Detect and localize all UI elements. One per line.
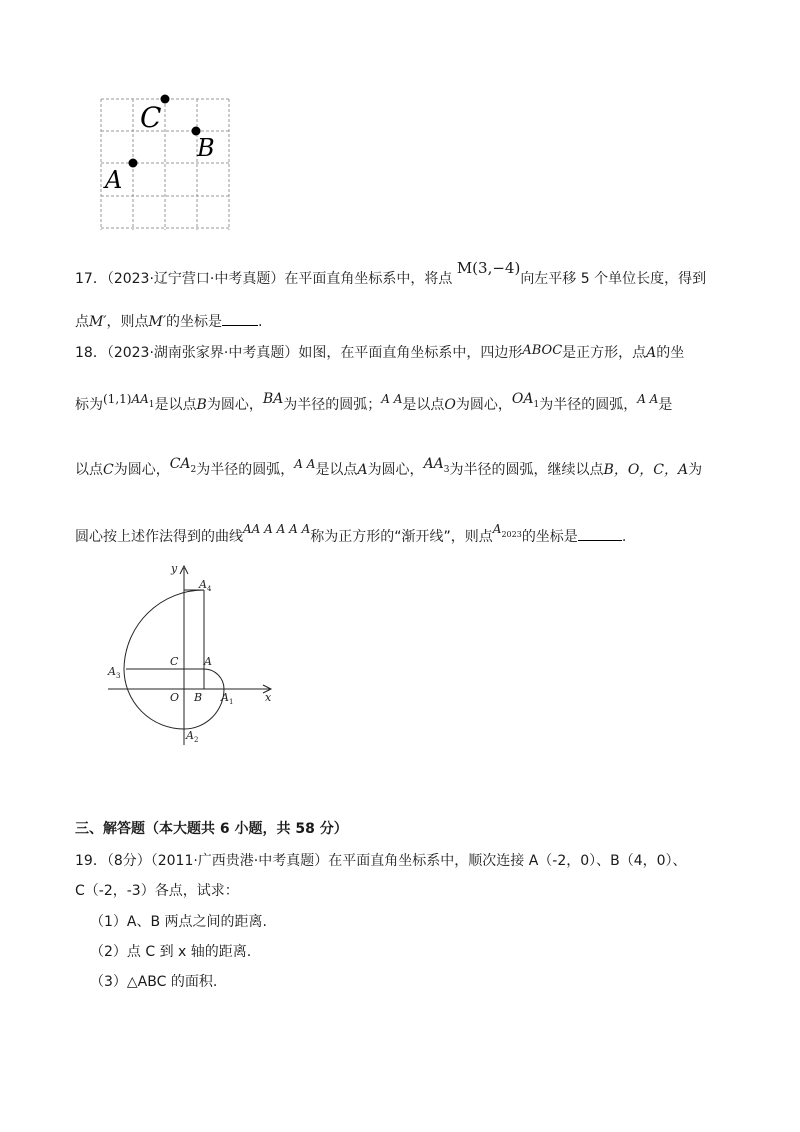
q18-source: （2023·湖南张家界·中考真题） (106, 345, 299, 361)
point-a-dot (129, 159, 138, 168)
b-label: B (194, 691, 203, 704)
q17-point-m: M(3,−4) (456, 259, 521, 277)
q19-line2: C（-2，-3）各点，试求： (75, 883, 239, 899)
a1-label: $A_1$ (221, 691, 234, 706)
x-axis-label: x (265, 691, 272, 704)
q17-source: （2023·辽宁营口·中考真题） (106, 271, 285, 287)
arc-a3-a4 (124, 590, 204, 669)
q18-line4: 圆心按上述作法得到的曲线AA A A A A称为正方形的“渐开线”，则点$A_{2023}$的坐标是 . (75, 522, 627, 545)
origin-label: O (170, 691, 180, 704)
q19-part2: （2）点 C 到 x 轴的距离. (90, 944, 252, 960)
q18-line1: 18．（2023·湖南张家界·中考真题）如图，在平面直角坐标系中，四边形ABOC是正方形，点A的坐 (75, 343, 685, 361)
point-a-label: A (105, 166, 123, 194)
q19-line1: 19．（8分）（2011·广西贵港·中考真题）在平面直角坐标系中，顺次连接 A（-2，0）、B（4，0）、 (75, 853, 687, 869)
grid-figure (95, 90, 235, 235)
q17-answer-blank (222, 313, 258, 326)
point-c-label: C (140, 101, 162, 134)
y-axis-label: y (171, 562, 178, 575)
a-label: A (204, 655, 212, 668)
a3-label: $A_3$ (108, 665, 121, 680)
q18-line2: 标为$(1,1)AA_1$是以点B为圆心，BA为半径的圆弧；A A是以点O为圆心，$OA_1$为半径的圆弧，A A是 (75, 391, 673, 413)
q19-part1: （1）A、B 两点之间的距离. (90, 914, 267, 930)
section-3-title: 三、解答题（本大题共 6 小题，共 58 分） (75, 821, 348, 837)
a2-label: $A_2$ (186, 729, 199, 744)
arc-a1-a2 (184, 689, 224, 729)
q19-part3: （3）△ABC 的面积. (90, 974, 218, 990)
q18-line3: 以点C为圆心，$CA_2$为半径的圆弧，A A是以点A为圆心，$AA_3$为半径的圆弧，继续以点B，O，C，A为 (75, 456, 703, 478)
q17-line1: 17．（2023·辽宁营口·中考真题）在平面直角坐标系中，将点 M(3,−4)向左平移 5 个单位长度，得到 (75, 259, 707, 287)
q18-answer-blank (578, 528, 622, 541)
point-b-label: B (197, 134, 215, 162)
q17-number: 17． (75, 271, 107, 287)
q17-line2: 点M′，则点M′的坐标是 . (75, 314, 263, 330)
point-c-dot (161, 95, 170, 104)
involute-figure (100, 560, 290, 750)
q18-number: 18． (75, 345, 107, 361)
grid-lines (101, 99, 229, 230)
arc-a-a1 (204, 669, 224, 689)
a4-label: $A_4$ (199, 578, 212, 593)
c-label: C (170, 655, 179, 668)
